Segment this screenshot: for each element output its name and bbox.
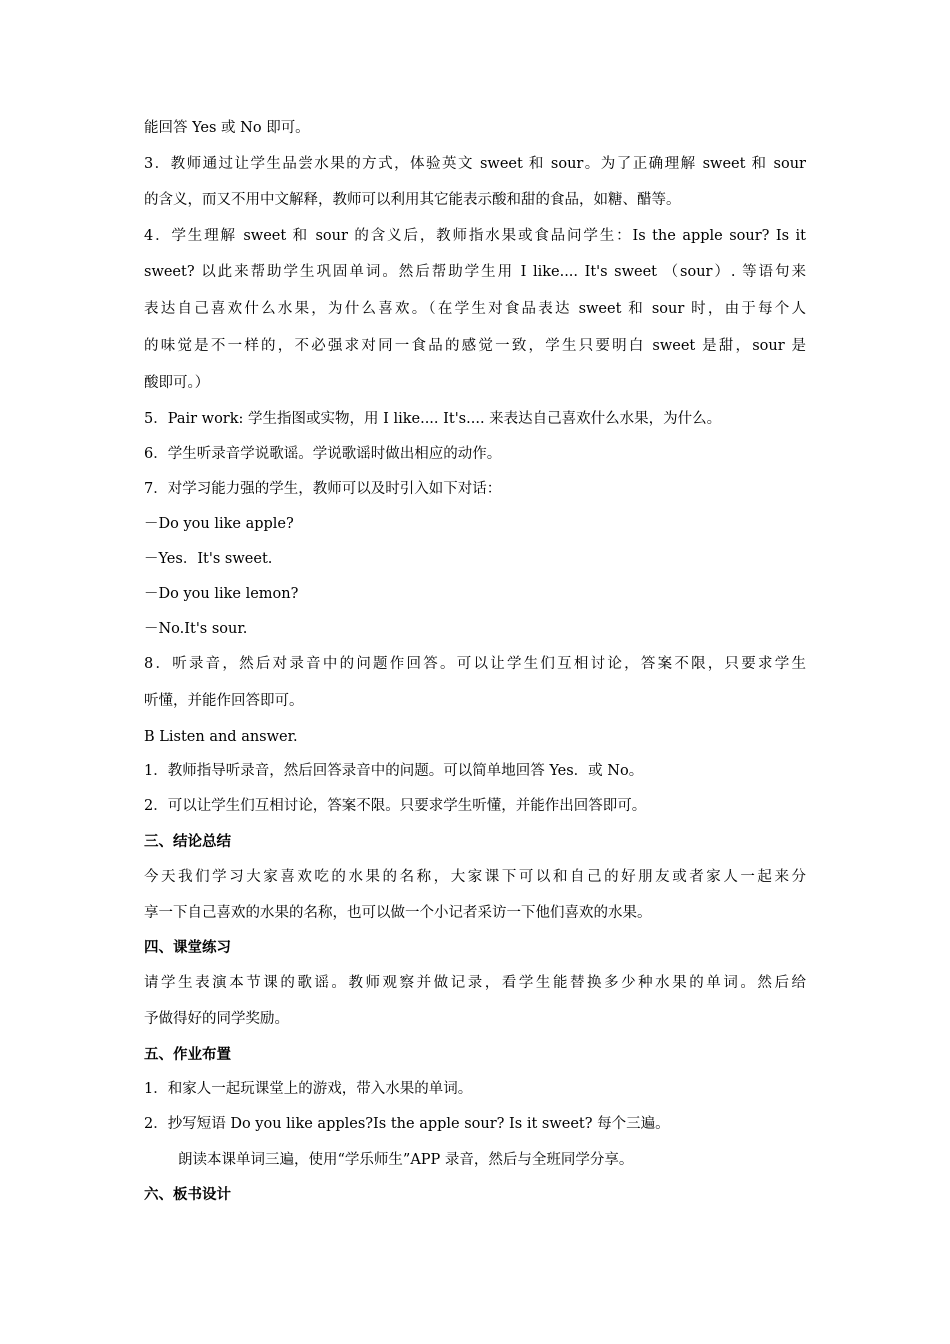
text-line: －Yes．It's sweet.	[144, 551, 273, 567]
text-line: 的味觉是不一样的，不必强求对同一食品的感觉一致，学生只要明白 sweet 是甜，sour 是	[144, 338, 806, 354]
text-line: 予做得好的同学奖励。	[144, 1011, 289, 1027]
text-line: 享一下自己喜欢的水果的名称，也可以做一个小记者采访一下他们喜欢的水果。	[144, 905, 652, 921]
text-line: 能回答 Yes 或 No 即可。	[144, 120, 310, 136]
text-line: 听懂，并能作回答即可。	[144, 693, 304, 709]
text-line: 1．教师指导听录音，然后回答录音中的问题。可以简单地回答 Yes．或 No。	[144, 763, 644, 779]
text-line: 5．Pair work: 学生指图或实物，用 I like.... It's.... 来表达自己喜欢什么水果，为什么。	[144, 411, 722, 427]
text-line: －Do you like apple?	[144, 516, 294, 532]
text-line: 2．抄写短语 Do you like apples?Is the apple sour? Is it sweet? 每个三遍。	[144, 1116, 670, 1132]
text-line: B Listen and answer.	[144, 729, 298, 745]
text-line: 6．学生听录音学说歌谣。学说歌谣时做出相应的动作。	[144, 446, 502, 462]
text-line: 表达自己喜欢什么水果，为什么喜欢。（在学生对食品表达 sweet 和 sour 时，由于每个人	[144, 301, 806, 317]
text-line: －Do you like lemon?	[144, 586, 299, 602]
text-line: 1．和家人一起玩课堂上的游戏，带入水果的单词。	[144, 1081, 473, 1097]
text-line: sweet? 以此来帮助学生巩固单词。然后帮助学生用 I like.... It's sweet （sour）. 等语句来	[144, 264, 806, 280]
section-heading: 三、结论总结	[144, 834, 231, 850]
text-line: －No.It's sour.	[144, 621, 248, 637]
text-line: 请学生表演本节课的歌谣。教师观察并做记录，看学生能替换多少种水果的单词。然后给	[144, 975, 806, 991]
text-line: 今天我们学习大家喜欢吃的水果的名称，大家课下可以和自己的好朋友或者家人一起来分	[144, 869, 806, 885]
text-line: 朗读本课单词三遍，使用“学乐师生”APP 录音，然后与全班同学分享。	[178, 1152, 634, 1168]
text-line: 2．可以让学生们互相讨论，答案不限。只要求学生听懂，并能作出回答即可。	[144, 798, 647, 814]
section-heading: 四、课堂练习	[144, 940, 231, 956]
section-heading: 五、作业布置	[144, 1047, 231, 1063]
text-line: 3．教师通过让学生品尝水果的方式，体验英文 sweet 和 sour。为了正确理解 sweet 和 sour	[144, 156, 806, 172]
section-heading: 六、板书设计	[144, 1187, 231, 1203]
text-line: 酸即可。）	[144, 375, 210, 391]
text-line: 7．对学习能力强的学生，教师可以及时引入如下对话：	[144, 481, 502, 497]
text-line: 的含义，而又不用中文解释，教师可以利用其它能表示酸和甜的食品，如糖、醋等。	[144, 192, 681, 208]
text-line: 4．学生理解 sweet 和 sour 的含义后，教师指水果或食品问学生：Is the apple sour? Is it	[144, 228, 806, 244]
text-line: 8．听录音，然后对录音中的问题作回答。可以让学生们互相讨论，答案不限，只要求学生	[144, 656, 806, 672]
